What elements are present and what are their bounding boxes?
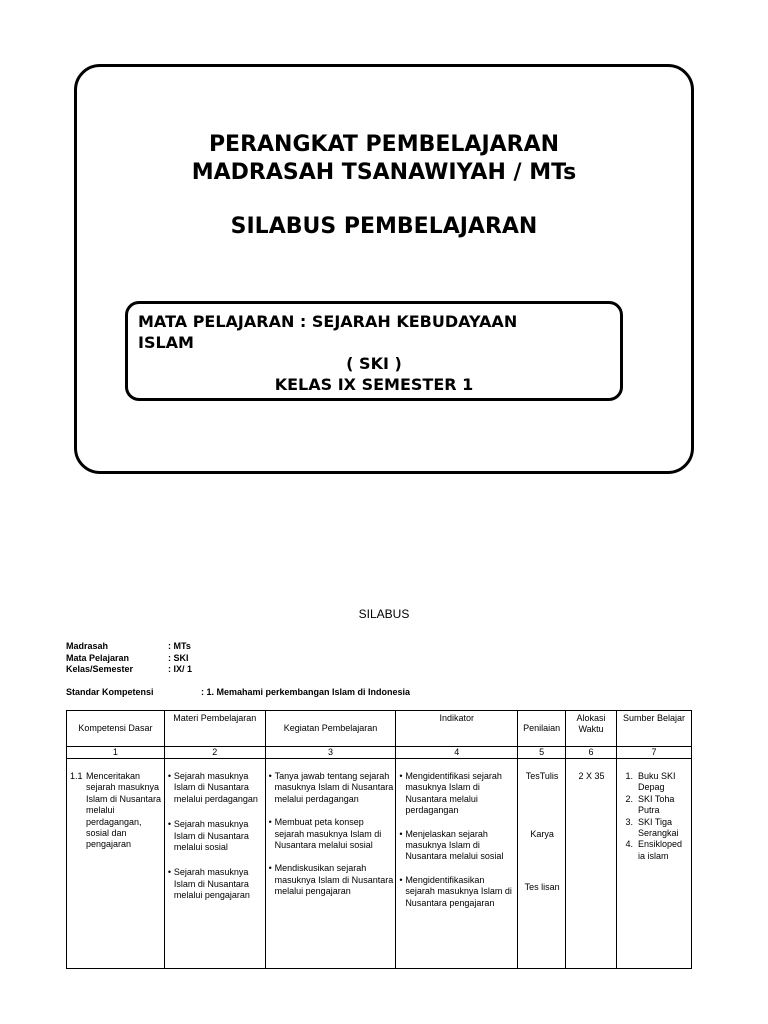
bullet-icon: •: [167, 819, 172, 830]
info-label: Madrasah: [66, 641, 109, 651]
sumber-item: Buku SKI Depag: [637, 771, 676, 793]
indikator-item: Mengidentifikasi sejarah masuknya Islam di Nusantara melalui perdagangan: [405, 771, 502, 816]
indikator-item: Menjelaskan sejarah masuknya Islam di Nusantara melalui sosial: [405, 828, 504, 862]
cover-title-line1: PERANGKAT PEMBELAJARAN: [208, 132, 560, 157]
penilaian-item: Karya: [530, 829, 554, 839]
info-value: : SKI: [168, 652, 189, 663]
table-row: [67, 759, 692, 969]
indikator-item: Mengidentifikasikan sejarah masuknya Islam di Nusantara pengajaran: [405, 874, 512, 908]
info-row: [66, 664, 192, 676]
sumber-number: 2.: [625, 793, 633, 804]
bullet-icon: •: [167, 867, 172, 878]
col-number: 1: [67, 747, 165, 759]
table-number-row: [67, 747, 692, 759]
bullet-icon: •: [399, 771, 403, 781]
subject-line2: ISLAM: [138, 333, 194, 352]
col-header: Indikator: [396, 711, 518, 747]
cover-title-line2: MADRASAH TSANAWIYAH / MTs: [191, 160, 577, 185]
table-header-row: [67, 711, 692, 747]
cover-title-line3: SILABUS PEMBELAJARAN: [230, 214, 538, 239]
col-header: Penilaian: [518, 711, 566, 747]
col-number: 2: [164, 747, 265, 759]
penilaian-item: TesTulis: [525, 771, 559, 781]
col-number: 5: [518, 747, 566, 759]
kegiatan-item: Tanya jawab tentang sejarah masuknya Islam di Nusantara melalui perdagangan: [274, 771, 394, 804]
col-number: 6: [566, 747, 617, 759]
sumber-item: SKI Tiga Serangkai: [637, 816, 679, 839]
kegiatan-item: Mendiskusikan sejarah masuknya Islam di Nusantara melalui pengajaran: [274, 863, 394, 897]
materi-cell: [164, 759, 265, 969]
kompetensi-dasar-cell: [67, 759, 165, 969]
info-row: [66, 641, 192, 653]
sumber-item: SKI Toha Putra: [637, 793, 675, 816]
col-header: Kegiatan Pembelajaran: [265, 711, 396, 747]
cover-box: [74, 64, 694, 474]
info-row: [66, 653, 192, 665]
indikator-cell: [396, 759, 518, 969]
kegiatan-item: Membuat peta konsep sejarah masuknya Islam di Nusantara melalui sosial: [274, 817, 382, 851]
col-header: Kompetensi Dasar: [67, 711, 165, 747]
penilaian-item: Tes lisan: [524, 882, 560, 892]
col-header: Materi Pembelajaran: [164, 711, 265, 747]
alokasi-cell: 2 X 35: [566, 759, 617, 969]
bullet-icon: •: [399, 874, 403, 885]
col-number: 3: [265, 747, 396, 759]
silabus-heading: SILABUS: [358, 607, 410, 621]
info-label: Kelas/Semester: [66, 664, 134, 674]
info-block: [66, 641, 192, 676]
bullet-icon: •: [167, 771, 172, 781]
bullet-icon: •: [268, 771, 272, 781]
subject-line4: KELAS IX SEMESTER 1: [274, 375, 474, 394]
kd-text: Menceritakan sejarah masuknya Islam di Nusantara melalui perdagangan, sosial dan pengajaran: [86, 771, 162, 850]
col-header: Alokasi Waktu: [566, 711, 617, 747]
bullet-icon: •: [268, 863, 272, 874]
standar-label: Standar Kompetensi: [66, 687, 154, 697]
kd-number: 1.1: [70, 771, 83, 781]
subject-box: [125, 301, 623, 401]
sumber-number: 3.: [625, 816, 633, 827]
info-value: : MTs: [168, 641, 191, 651]
materi-item: Sejarah masuknya Islam di Nusantara melalui sosial: [173, 819, 249, 853]
materi-item: Sejarah masuknya Islam di Nusantara melalui pengajaran: [173, 867, 250, 901]
sumber-number: 1.: [625, 771, 633, 781]
bullet-icon: •: [268, 817, 272, 828]
standar-value: : 1. Memahami perkembangan Islam di Indonesia: [201, 687, 411, 697]
sumber-item: Ensikloped ia islam: [637, 839, 682, 861]
materi-item: Sejarah masuknya Islam di Nusantara melalui perdagangan: [173, 771, 258, 804]
penilaian-cell: [518, 759, 566, 969]
subject-line1: MATA PELAJARAN : SEJARAH KEBUDAYAAN: [138, 312, 518, 331]
subject-line3: ( SKI ): [346, 354, 402, 373]
standar-kompetensi: [66, 687, 410, 697]
sumber-number: 4.: [625, 839, 633, 850]
kegiatan-cell: [265, 759, 396, 969]
info-value: : IX/ 1: [168, 664, 193, 674]
sumber-cell: [616, 759, 691, 969]
col-number: 7: [616, 747, 691, 759]
silabus-table: [66, 710, 692, 969]
col-header: Sumber Belajar: [616, 711, 691, 747]
bullet-icon: •: [399, 828, 403, 839]
col-number: 4: [396, 747, 518, 759]
info-label: Mata Pelajaran: [66, 652, 130, 663]
